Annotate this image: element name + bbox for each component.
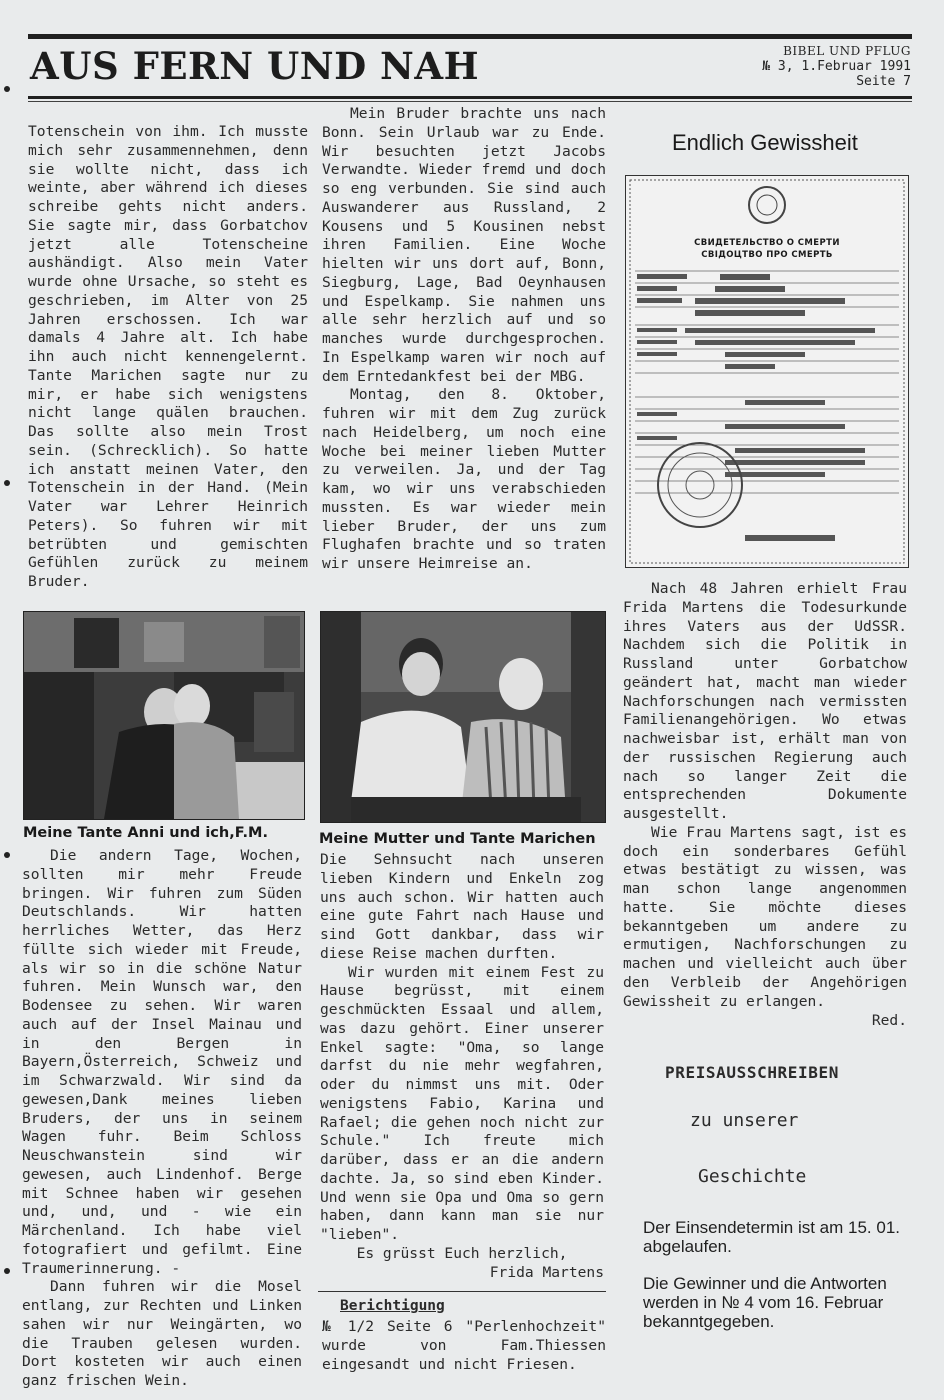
paragraph: Montag, den 8. Oktober, fuhren wir mit dem Zug zurück nach Heidelberg, um noch eine Woche bei meiner lieben Mutter zu verweilen. Ja, und der Tag kam, wo wir uns verabschieden mussten. Es war wieder mein lieber Bruder, der uns zum Flughafen brachte und so traten wir unsere Heimreise an. [322, 386, 606, 572]
contest-subtitle: zu unserer [690, 1110, 799, 1131]
paragraph: Totenschein von ihm. Ich musste mich sehr zusammennehmen, denn sie wollte nicht, dass ich weinte, aber während ich dieses schreibe gehts nicht anders. Sie sagte mir, dass Gorbatchov jetzt alle Totenscheine aushändigt. Also mein Vater wurde ohne Ursache, so steht es geschrieben, im Alter von 25 Jahren erschossen. Ich war damals 4 Jahre alt. Ich habe ihn auch nicht kennengelernt. Tante Marichen sagte nur zu mir, er habe sich wenigstens nicht lange quälen brauchen. Das sollte also mein Trost sein. (Schrecklich). So hatte ich anstatt meinen Vater, den Totenschein in der Hand. (Mein Vater war Lehrer Heinrich Peters). So fuhren wir mit betrübten und gemischten Gefühlen zurück zu meinem Bruder. [28, 123, 308, 590]
issue-number: № 3, 1.Februar 1991 [762, 59, 911, 74]
photo-caption: Meine Mutter und Tante Marichen [319, 831, 596, 847]
paragraph: № 1/2 Seite 6 "Perlenhochzeit" wurde von Fam.Thiessen eingesandt und nicht Friesen. [322, 1318, 606, 1373]
photo-image [321, 612, 605, 822]
paragraph: Nach 48 Jahren erhielt Frau Frida Martens die Todesurkunde ihres Vaters aus der UdSSR. Nachdem sich die Politik in Russland unter Gorbatchow geändert hat, macht man wieder Nachforschungen nach vermissten Familienangehörigen. Wo etwas nachweisbar ist, erhält man von der russischen Regierung auch nach so langer Zeit die entsprechenden Dokumente ausgestellt. [623, 580, 907, 822]
article-column-2 [322, 105, 606, 574]
paragraph: Die andern Tage, Wochen, sollten mir mehr Freude bringen. Wir fuhren zum Süden Deutschlands. Wir hatten herrliches Wetter, das Herz füllte sich wieder mit Freude, als wir so in die schöne Natur fuhren. Mein Wunsch war, den Bodensee zu sehen. Wir waren auch auf der Insel Mainau und in den Bergen in Bayern,Österreich, Schweiz und im Schwarzwald. Wir sind da gewesen,Dank meines lieben Bruders, der uns in seinem Wagen fuhr. Beim Schloss Neuschwanstein sind wir gewesen, auch Lindenhof. Berge mit Schnee haben wir gesehen und, und, und - wie ein Märchenland. Ich habe viel fotografiert und gefilmt. Eine Traumerinnerung. - [22, 847, 302, 1277]
section-title: AUS FERN UND NAH [30, 44, 480, 88]
issue-info [762, 44, 911, 89]
contest-deadline-text: Der Einsendetermin ist am 15. 01. abgelaufen. [643, 1218, 901, 1256]
paragraph: Dann fuhren wir die Mosel entlang, zur Rechten und Linken sahen wir nur Weingärten, wo die Trauben gelesen wurden. Dort kosteten wir auch einen ganz frischen Wein. [22, 1278, 302, 1389]
article-heading: Endlich Gewissheit [672, 130, 858, 155]
header-rule [28, 96, 912, 99]
correction-heading: Berichtigung [340, 1298, 445, 1314]
article-column-2-continued [320, 851, 604, 1282]
certificate-title-ua: СВІДОЦТВО ПРО СМЕРТЬ [701, 250, 833, 260]
punch-hole [4, 1268, 10, 1274]
publication-name: BIBEL UND PFLUG [783, 44, 911, 58]
contest-subtitle: Geschichte [698, 1166, 807, 1187]
certificate-title: СВИДЕТЕЛЬСТВО О СМЕРТИ [694, 238, 840, 248]
punch-hole [4, 852, 10, 858]
death-certificate-image [625, 175, 909, 568]
photo-image [24, 612, 304, 819]
page-number: Seite 7 [856, 74, 911, 89]
certificate-scan [625, 175, 909, 568]
header-rule [28, 34, 912, 39]
paragraph: Die Sehnsucht nach unseren lieben Kindern und Enkeln zog uns auch schon. Wir hatten auch eine gute Fahrt nach Hause und sind Gott dankbar, dass wir diese Reise machen durften. [320, 851, 604, 962]
editor-signoff: Red. [871, 1012, 907, 1029]
punch-hole [4, 480, 10, 486]
photo-caption: Meine Tante Anni und ich,F.M. [23, 825, 268, 841]
paragraph: Wir wurden mit einem Fest zu Hause begrüsst, mit einem geschmückten Essaal und allem, was dazu gehört. Einer unserer Enkel sagte: "Oma, so lange darfst du nie mehr wegfahren, oder du nimmst uns mit. Oder wenigstens Fabio, Karina und Rafael; die gehen noch nicht zur Schule." Ich freute mich darüber, dass er an die andern dachte. Ja, so sind eben Kinder. Und wenn sie Opa und Oma so gern haben, dann kann man sie nur "lieben". [320, 963, 604, 1243]
photo-mutter-marichen [320, 611, 606, 823]
signature: Frida Martens [489, 1263, 604, 1281]
contest-winners-text: Die Gewinner und die Antworten werden in № 4 vom 16. Februar bekanntgegeben. [643, 1274, 887, 1331]
contest-title: PREISAUSSCHREIBEN [665, 1063, 839, 1082]
greeting: Es grüsst Euch herzlich, [356, 1244, 568, 1262]
header-rule-thin [28, 101, 912, 102]
section-divider [318, 1291, 606, 1292]
article-column-3 [623, 580, 907, 1011]
punch-hole [4, 86, 10, 92]
article-column-1-continued [22, 847, 302, 1391]
photo-tante-anni [23, 611, 305, 820]
article-column-1 [28, 123, 308, 592]
correction-text [322, 1318, 606, 1374]
paragraph: Mein Bruder brachte uns nach Bonn. Sein Urlaub war zu Ende. Wir besuchten jetzt Jacobs Verwandte. Wieder fremd und doch so eng verbunden. Sie sind auch Auswanderer aus Russland, 2 Kousens und 5 Kousinen nebst ihren Familien. Eine Woche hielten wir uns dort auf, Bonn, Siegburg, Lage, Bad Oeynhausen und Espelkamp. Sie nahmen uns alle sehr herzlich auf und so manches wurde durchgesprochen. In Espelkamp waren wir noch auf dem Erntedankfest bei der MBG. [322, 105, 606, 385]
paragraph: Wie Frau Martens sagt, ist es doch ein sonderbares Gefühl etwas bestätigt zu wissen, was man schon lange angenommen hatte. Sie möchte dieses bekanntgeben um andere zu ermutigen, Nachforschungen zu machen und vielleicht auch über den Verbleib der Angehörigen Gewissheit zu erlangen. [623, 823, 907, 1010]
